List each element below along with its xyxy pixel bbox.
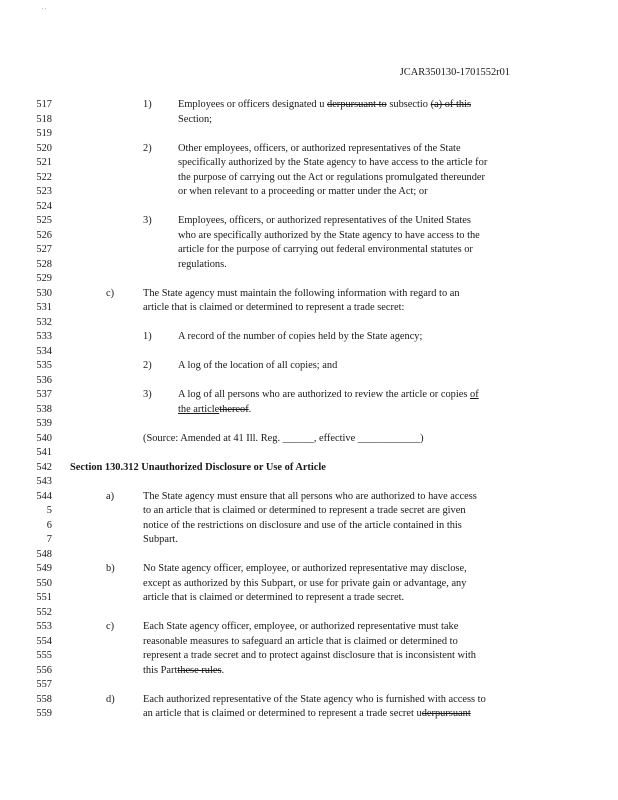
line-number: 548 xyxy=(36,548,52,560)
line-number: 524 xyxy=(36,200,52,212)
text-run: (Source: Amended at 41 Ill. Reg. ______, effective ____________) xyxy=(143,432,424,444)
text-run: this Part xyxy=(143,664,178,676)
line-text xyxy=(178,330,422,344)
line-text xyxy=(143,301,404,315)
text-run: or when relevant to a proceeding or matter under the Act; or xyxy=(178,186,428,197)
line-number: 552 xyxy=(36,606,52,618)
line-text xyxy=(143,504,466,518)
line-text xyxy=(143,519,462,533)
text-run: an article that is claimed or determined to represent a trade secret u xyxy=(143,708,422,719)
line-text xyxy=(178,214,471,228)
text-run: article for the purpose of carrying out federal environmental statutes or xyxy=(178,244,473,255)
line-number: 551 xyxy=(36,592,52,603)
line-text xyxy=(178,156,487,170)
item-label: 3) xyxy=(143,389,152,400)
line-text xyxy=(178,243,473,257)
line-text xyxy=(178,403,251,417)
line-number: 558 xyxy=(36,693,52,705)
line-text xyxy=(143,664,224,678)
line-number: 525 xyxy=(36,215,52,226)
struck-text: these rules xyxy=(177,664,222,676)
line-number: 556 xyxy=(36,664,52,676)
line-number: 530 xyxy=(36,287,52,299)
text-run: regulations. xyxy=(178,258,227,270)
text-run: reasonable measures to safeguard an article that is claimed or determined to xyxy=(143,635,458,647)
line-text xyxy=(143,432,424,446)
line-number: 526 xyxy=(36,229,52,241)
line-text xyxy=(143,649,476,663)
item-label: 2) xyxy=(143,360,152,371)
text-run: Section 130.312 Unauthorized Disclosure or Use of Article xyxy=(70,461,326,473)
text-run: who are specifically authorized by the State agency to have access to the xyxy=(178,229,480,241)
line-number: 533 xyxy=(36,331,52,342)
line-text xyxy=(178,388,479,402)
text-run: the purpose of carrying out the Act or regulations promulgated thereunder xyxy=(178,171,486,183)
line-number: 529 xyxy=(36,273,52,284)
text-run: represent a trade secret and to protect against disclosure that is inconsistent with xyxy=(143,650,476,661)
line-number: 536 xyxy=(36,374,52,386)
item-label: c) xyxy=(106,287,115,299)
line-text xyxy=(178,258,227,272)
document-id-header: JCAR350130-1701552r01 xyxy=(399,67,510,78)
line-number: 6 xyxy=(46,519,52,531)
line-number: 553 xyxy=(36,621,52,632)
line-number: 554 xyxy=(36,635,52,647)
struck-text: derpursuant xyxy=(421,708,471,719)
struck-text: thereof xyxy=(219,403,249,415)
text-run: except as authorized by this Subpart, or use for private gain or advantage, any xyxy=(143,577,467,589)
line-number: 532 xyxy=(36,316,52,328)
text-run: article that is claimed or determined to represent a trade secret: xyxy=(143,302,405,313)
line-number: 534 xyxy=(36,345,52,357)
item-label: b) xyxy=(106,563,115,574)
line-number: 555 xyxy=(36,650,52,661)
line-number: 550 xyxy=(36,577,52,589)
line-number: 537 xyxy=(36,389,52,400)
item-label: 3) xyxy=(143,215,152,226)
line-number: 559 xyxy=(36,708,52,719)
line-number: 517 xyxy=(36,99,52,110)
inserted-text: the article xyxy=(178,403,220,415)
line-number: 535 xyxy=(36,360,52,371)
line-number: 523 xyxy=(36,186,52,197)
item-label: 1) xyxy=(143,331,152,342)
line-text xyxy=(178,98,471,112)
line-number: 522 xyxy=(36,171,52,183)
line-text xyxy=(178,229,480,243)
item-label: a) xyxy=(106,490,115,502)
text-run: Employees or officers designated u xyxy=(178,99,327,110)
line-number: 543 xyxy=(36,476,52,487)
line-text xyxy=(143,533,178,547)
line-text xyxy=(143,707,471,721)
line-text xyxy=(178,113,212,127)
line-number: 540 xyxy=(36,432,52,444)
struck-text: derpursuant to xyxy=(327,99,387,110)
line-text xyxy=(178,359,337,373)
item-label: 1) xyxy=(143,99,152,110)
line-number: 527 xyxy=(36,244,52,255)
text-run: Subpart. xyxy=(143,534,178,545)
line-number: 544 xyxy=(36,490,52,502)
text-run: Employees, officers, or authorized representatives of the United States xyxy=(178,215,471,226)
corner-mark: ' ' xyxy=(42,8,46,14)
item-label: c) xyxy=(106,621,115,632)
line-number: 549 xyxy=(36,563,52,574)
text-run: Each authorized representative of the State agency who is furnished with access to xyxy=(143,693,486,705)
line-number: 541 xyxy=(36,447,52,458)
line-text xyxy=(178,185,428,199)
item-label: d) xyxy=(106,693,115,705)
text-run: . xyxy=(221,664,225,676)
line-text xyxy=(143,635,458,649)
item-label: 2) xyxy=(143,142,152,154)
line-number: 542 xyxy=(36,461,52,473)
text-run: . xyxy=(248,403,252,415)
line-number: 539 xyxy=(36,418,52,429)
line-number: 519 xyxy=(36,128,52,139)
text-run: A log of the location of all copies; and xyxy=(178,360,338,371)
line-text xyxy=(143,562,467,576)
line-number: 538 xyxy=(36,403,52,415)
line-text xyxy=(143,620,458,634)
text-run: notice of the restrictions on disclosure and use of the article contained in this xyxy=(143,519,462,531)
text-run: A log of all persons who are authorized to review the article or copies xyxy=(178,389,470,400)
line-text xyxy=(178,142,461,156)
line-text xyxy=(178,171,485,185)
line-number: 5 xyxy=(46,505,52,516)
line-text xyxy=(70,461,326,475)
line-text xyxy=(143,591,404,605)
text-run: specifically authorized by the State agency to have access to the article for xyxy=(178,157,488,168)
text-run: The State agency must maintain the following information with regard to an xyxy=(143,287,460,299)
inserted-text: of xyxy=(470,389,479,400)
text-run: to an article that is claimed or determined to represent a trade secret are given xyxy=(143,505,466,516)
text-run: The State agency must ensure that all persons who are authorized to have access xyxy=(143,490,477,502)
line-text xyxy=(143,287,460,301)
line-number: 521 xyxy=(36,157,52,168)
line-number: 518 xyxy=(36,113,52,125)
text-run: No State agency officer, employee, or authorized representative may disclose, xyxy=(143,563,467,574)
text-run: subsectio xyxy=(386,99,431,110)
line-number: 520 xyxy=(36,142,52,154)
text-run: article that is claimed or determined to represent a trade secret. xyxy=(143,592,405,603)
line-text xyxy=(143,490,477,504)
text-run: Section; xyxy=(178,113,213,125)
text-run: A record of the number of copies held by the State agency; xyxy=(178,331,423,342)
line-text xyxy=(143,693,486,707)
text-run: Other employees, officers, or authorized representatives of the State xyxy=(178,142,461,154)
line-number: 557 xyxy=(36,679,52,690)
line-number: 528 xyxy=(36,258,52,270)
line-text xyxy=(143,577,466,591)
line-number: 7 xyxy=(46,534,52,545)
line-number: 531 xyxy=(36,302,52,313)
text-run: Each State agency officer, employee, or authorized representative must take xyxy=(143,621,459,632)
struck-text: (a) of this xyxy=(430,99,472,110)
